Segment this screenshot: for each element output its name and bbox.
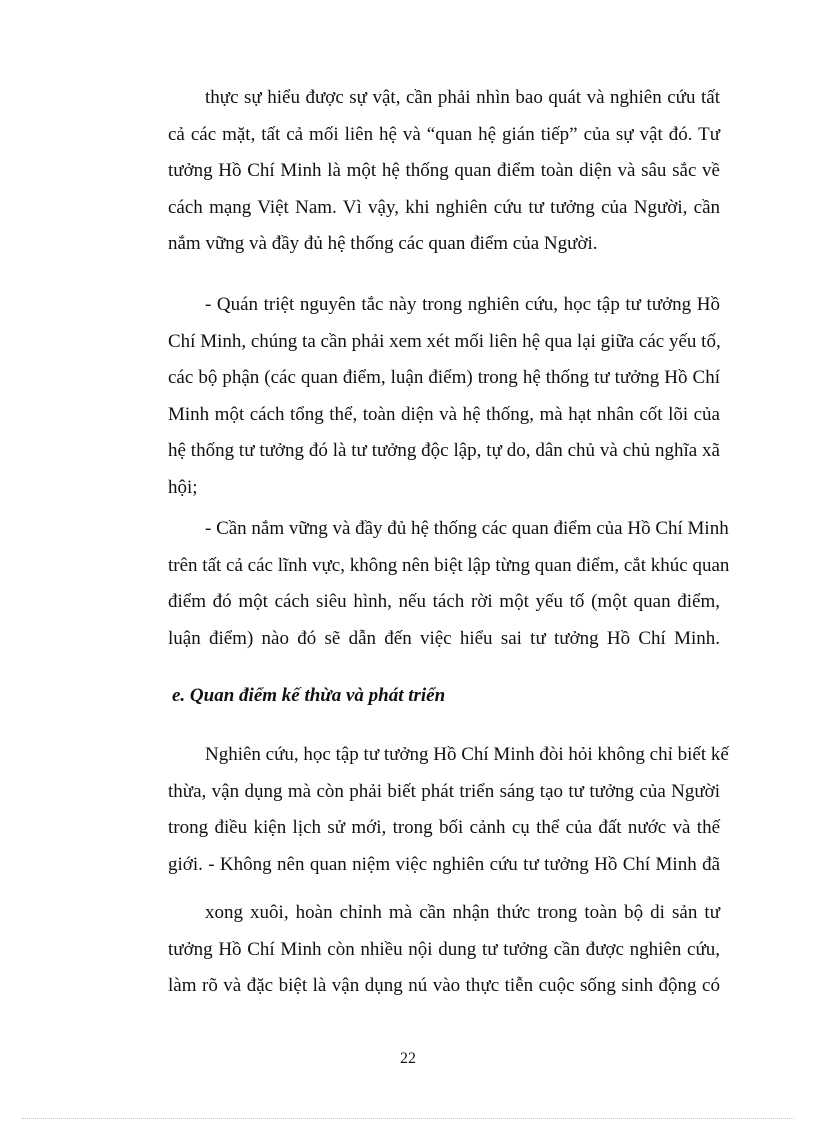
bottom-divider [22,1118,794,1119]
text-line: giới. - Không nên quan niệm việc nghiên cứu tư tưởng Hồ Chí Minh đã [168,853,720,875]
text-line: trên tất cả các lĩnh vực, không nên biệt lập từng quan điểm, cắt khúc quan [168,554,730,576]
text-line: tưởng Hồ Chí Minh là một hệ thống quan điểm toàn diện và sâu sắc về [168,160,720,181]
text-line: các bộ phận (các quan điểm, luận điểm) trong hệ thống tư tưởng Hồ Chí [168,367,720,388]
section-heading: e. Quan điểm kế thừa và phát triển [172,685,446,706]
paragraph-1-body [168,117,720,263]
text-line: thừa, vận dụng mà còn phải biết phát triển sáng tạo tư tưởng của Người [168,780,720,802]
text-line: hội; [168,476,198,498]
paragraph-5 [205,895,720,932]
text-line: điểm đó một cách siêu hình, nếu tách rời một yếu tố (một quan điểm, [168,591,720,612]
paragraph-3 [205,511,729,548]
text-line: Minh một cách tổng thể, toàn diện và hệ thống, mà hạt nhân cốt lõi của [168,403,720,425]
paragraph-5-body [168,932,720,1005]
paragraph-4-body [168,774,720,884]
text-line: tưởng Hồ Chí Minh còn nhiều nội dung tư tưởng cần được nghiên cứu, [168,938,720,960]
text-line: hệ thống tư tưởng đó là tư tưởng độc lập, tự do, dân chủ và chủ nghĩa xã [168,440,720,461]
paragraph-2 [205,287,720,324]
text-line: luận điểm) nào đó sẽ dẫn đến việc hiểu sai tư tưởng Hồ Chí Minh. [168,627,720,649]
text-line: thực sự hiểu được sự vật, cần phải nhìn bao quát và nghiên cứu tất [205,87,720,108]
paragraph-2-body [168,324,720,507]
text-line: nắm vững và đầy đủ hệ thống các quan điểm của Người. [168,233,598,254]
text-line: Chí Minh, chúng ta cần phải xem xét mối liên hệ qua lại giữa các yếu tố, [168,330,721,352]
text-line: xong xuôi, hoàn chỉnh mà cần nhận thức trong toàn bộ di sản tư [205,902,720,923]
page-number: 22 [400,1050,416,1067]
paragraph-3-body [168,548,730,658]
text-line: cả các mặt, tất cả mối liên hệ và “quan hệ gián tiếp” của sự vật đó. Tư [168,123,720,145]
text-line: trong điều kiện lịch sử mới, trong bối cảnh cụ thể của đất nước và thế [168,817,720,838]
paragraph-4 [205,737,729,774]
text-line: Nghiên cứu, học tập tư tưởng Hồ Chí Minh đòi hỏi không chỉ biết kế [205,744,729,765]
text-line: - Quán triệt nguyên tắc này trong nghiên cứu, học tập tư tưởng Hồ [205,294,720,315]
text-line: làm rõ và đặc biệt là vận dụng nú vào thực tiễn cuộc sống sinh động có [168,975,720,996]
paragraph-1 [205,80,720,117]
text-line: cách mạng Việt Nam. Vì vậy, khi nghiên cứu tư tưởng của Người, cần [168,196,720,218]
text-line: - Cần nắm vững và đầy đủ hệ thống các quan điểm của Hồ Chí Minh [205,518,729,539]
